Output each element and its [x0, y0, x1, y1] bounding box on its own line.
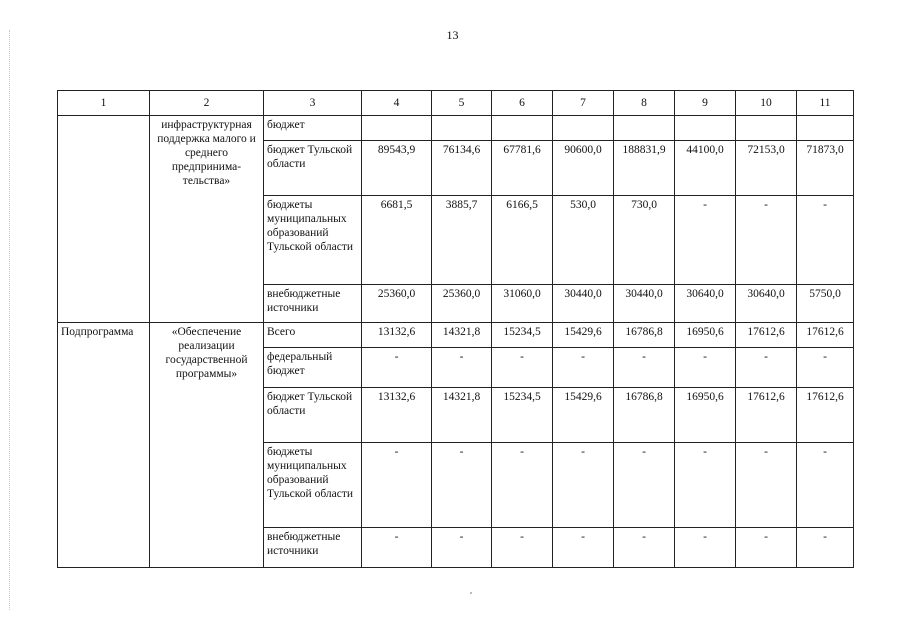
value-cell: [553, 116, 614, 141]
value-cell: 44100,0: [675, 141, 736, 196]
value-cell: -: [736, 348, 797, 388]
value-cell: -: [432, 348, 492, 388]
value-cell: -: [736, 196, 797, 285]
header-cell: 6: [492, 91, 553, 116]
header-cell: 3: [264, 91, 362, 116]
value-cell: 17612,6: [736, 388, 797, 443]
header-cell: 4: [362, 91, 432, 116]
budget-table: [57, 90, 854, 568]
header-row: [58, 91, 854, 116]
source-label: бюджет Тульской области: [264, 141, 362, 196]
value-cell: -: [553, 348, 614, 388]
value-cell: -: [362, 528, 432, 568]
value-cell: 17612,6: [797, 388, 854, 443]
value-cell: -: [362, 443, 432, 528]
value-cell: -: [675, 196, 736, 285]
value-cell: 31060,0: [492, 285, 553, 323]
value-cell: 17612,6: [797, 323, 854, 348]
page-number: 13: [446, 28, 459, 42]
value-cell: 5750,0: [797, 285, 854, 323]
value-cell: -: [797, 443, 854, 528]
value-cell: 15234,5: [492, 323, 553, 348]
value-cell: 6681,5: [362, 196, 432, 285]
value-cell: 530,0: [553, 196, 614, 285]
value-cell: 16950,6: [675, 388, 736, 443]
value-cell: -: [736, 443, 797, 528]
value-cell: -: [614, 528, 675, 568]
source-label: бюджет: [264, 116, 362, 141]
value-cell: -: [614, 348, 675, 388]
value-cell: 15234,5: [492, 388, 553, 443]
source-label: бюджеты муниципальных образований Тульской области: [264, 443, 362, 528]
header-cell: 1: [58, 91, 150, 116]
header-cell: 5: [432, 91, 492, 116]
source-label: бюджет Тульской области: [264, 388, 362, 443]
value-cell: -: [553, 443, 614, 528]
value-cell: [362, 116, 432, 141]
value-cell: 13132,6: [362, 388, 432, 443]
value-cell: -: [432, 528, 492, 568]
value-cell: 30640,0: [675, 285, 736, 323]
value-cell: 25360,0: [432, 285, 492, 323]
value-cell: -: [736, 528, 797, 568]
value-cell: 14321,8: [432, 388, 492, 443]
header-cell: 2: [150, 91, 264, 116]
header-cell: 10: [736, 91, 797, 116]
value-cell: 89543,9: [362, 141, 432, 196]
value-cell: 15429,6: [553, 323, 614, 348]
program-type-cell: [58, 116, 150, 323]
value-cell: -: [553, 528, 614, 568]
value-cell: -: [797, 196, 854, 285]
value-cell: [675, 116, 736, 141]
value-cell: 76134,6: [432, 141, 492, 196]
table-row: [58, 116, 854, 141]
value-cell: 72153,0: [736, 141, 797, 196]
value-cell: [432, 116, 492, 141]
table-row: [58, 323, 854, 348]
value-cell: -: [492, 443, 553, 528]
header-cell: 8: [614, 91, 675, 116]
program-name-cell: инфраструктурная поддержка малого и среднего предпринима-тельства»: [150, 116, 264, 323]
value-cell: [736, 116, 797, 141]
source-label: Всего: [264, 323, 362, 348]
header-cell: 7: [553, 91, 614, 116]
value-cell: 30440,0: [614, 285, 675, 323]
scan-edge-marks: [9, 30, 12, 610]
value-cell: -: [797, 348, 854, 388]
value-cell: [614, 116, 675, 141]
value-cell: 17612,6: [736, 323, 797, 348]
program-name-cell: «Обеспечение реализации государственной программы»: [150, 323, 264, 568]
source-label: внебюджетные источники: [264, 528, 362, 568]
value-cell: 15429,6: [553, 388, 614, 443]
value-cell: -: [675, 443, 736, 528]
value-cell: 13132,6: [362, 323, 432, 348]
value-cell: -: [797, 528, 854, 568]
scan-speck: [470, 592, 472, 594]
value-cell: 30440,0: [553, 285, 614, 323]
value-cell: 188831,9: [614, 141, 675, 196]
value-cell: 730,0: [614, 196, 675, 285]
value-cell: -: [492, 348, 553, 388]
value-cell: 90600,0: [553, 141, 614, 196]
value-cell: [492, 116, 553, 141]
value-cell: 3885,7: [432, 196, 492, 285]
source-label: внебюджетные источники: [264, 285, 362, 323]
value-cell: -: [362, 348, 432, 388]
header-cell: 9: [675, 91, 736, 116]
value-cell: [797, 116, 854, 141]
value-cell: -: [432, 443, 492, 528]
value-cell: 14321,8: [432, 323, 492, 348]
program-type-cell: Подпрограмма: [58, 323, 150, 568]
value-cell: 25360,0: [362, 285, 432, 323]
value-cell: -: [492, 528, 553, 568]
value-cell: 16950,6: [675, 323, 736, 348]
value-cell: -: [675, 348, 736, 388]
source-label: бюджеты муниципальных образований Тульской области: [264, 196, 362, 285]
value-cell: 67781,6: [492, 141, 553, 196]
value-cell: 6166,5: [492, 196, 553, 285]
value-cell: 16786,8: [614, 388, 675, 443]
value-cell: 71873,0: [797, 141, 854, 196]
value-cell: 30640,0: [736, 285, 797, 323]
value-cell: 16786,8: [614, 323, 675, 348]
value-cell: -: [614, 443, 675, 528]
header-cell: 11: [797, 91, 854, 116]
value-cell: -: [675, 528, 736, 568]
source-label: федеральный бюджет: [264, 348, 362, 388]
